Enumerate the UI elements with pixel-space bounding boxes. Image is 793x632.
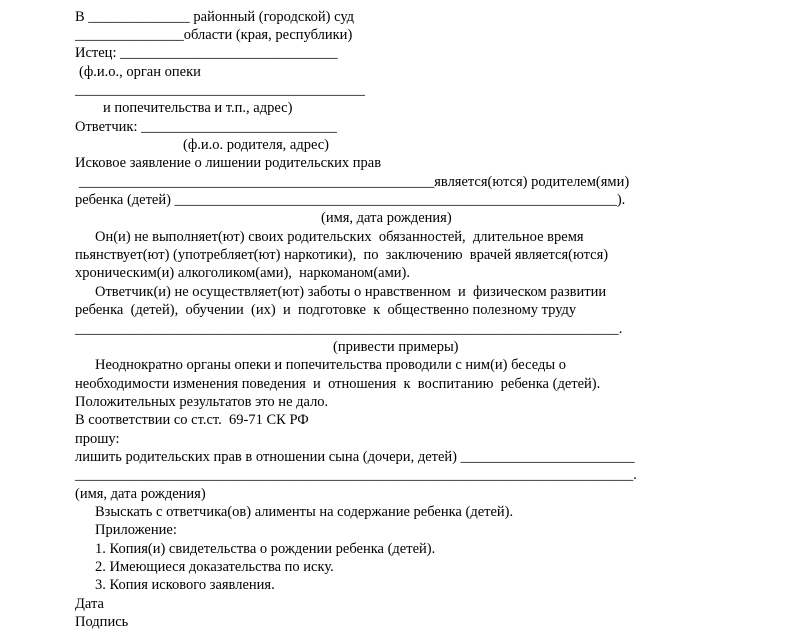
court-line: В ______________ районный (городской) суд [75, 9, 355, 25]
paragraph-2-line-3: ___________________________________________________________________________. [75, 321, 623, 337]
paragraph-3-line-2: необходимости изменения поведения и отношения к воспитанию ребенка (детей). [75, 376, 601, 392]
request-label: прошу: [75, 431, 120, 447]
attachment-3: 3. Копия искового заявления. [95, 577, 275, 593]
parent-line: _________________________________________________является(ются) родителем(ями) [79, 174, 630, 190]
paragraph-2-line-1: Ответчик(и) не осуществляет(ют) заботы о нравственном и физическом развитии [95, 284, 607, 300]
deprive-hint: (имя, дата рождения) [75, 486, 206, 502]
defendant-line: Ответчик: ___________________________ [75, 119, 337, 135]
paragraph-1-line-2: пьянствует(ют) (употребляет(ют) наркотики), по заключению врачей является(ются) [75, 247, 609, 263]
deprive-line-2: _____________________________________________________________________________. [75, 467, 637, 483]
attachment-2: 2. Имеющиеся доказательства по иску. [95, 559, 334, 575]
child-line: ребенка (детей) _____________________________________________________________). [75, 192, 626, 208]
deprive-line: лишить родительских прав в отношении сына (дочери, детей) ________________________ [75, 449, 635, 465]
examples-hint: (привести примеры) [333, 339, 459, 355]
plaintiff-hint-1: (ф.и.о., орган опеки [79, 64, 201, 80]
plaintiff-blank-line: ________________________________________ [75, 82, 365, 98]
paragraph-2-line-2: ребенка (детей), обучении (их) и подготовке к общественно полезному труду [75, 302, 577, 318]
attachment-1: 1. Копия(и) свидетельства о рождении ребенка (детей). [95, 541, 436, 557]
plaintiff-line: Истец: ______________________________ [75, 45, 338, 61]
law-reference: В соответствии со ст.ст. 69-71 СК РФ [75, 412, 309, 428]
paragraph-3-line-1: Неоднократно органы опеки и попечительства проводили с ним(и) беседы о [95, 357, 566, 373]
defendant-hint: (ф.и.о. родителя, адрес) [183, 137, 330, 153]
child-hint: (имя, дата рождения) [321, 210, 452, 226]
attachments-title: Приложение: [95, 522, 177, 538]
signature-label: Подпись [75, 614, 129, 630]
paragraph-1-line-1: Он(и) не выполняет(ют) своих родительских обязанностей, длительное время [95, 229, 584, 245]
alimony-line: Взыскать с ответчика(ов) алименты на содержание ребенка (детей). [95, 504, 514, 520]
paragraph-3-line-3: Положительных результатов это не дало. [75, 394, 329, 410]
plaintiff-hint-2: и попечительства и т.п., адрес) [103, 100, 293, 116]
paragraph-1-line-3: хроническим(и) алкоголиком(ами), наркоманом(ами). [75, 265, 410, 281]
date-label: Дата [75, 596, 104, 612]
claim-title: Исковое заявление о лишении родительских прав [75, 155, 382, 171]
region-line: _______________области (края, республики) [75, 27, 353, 43]
